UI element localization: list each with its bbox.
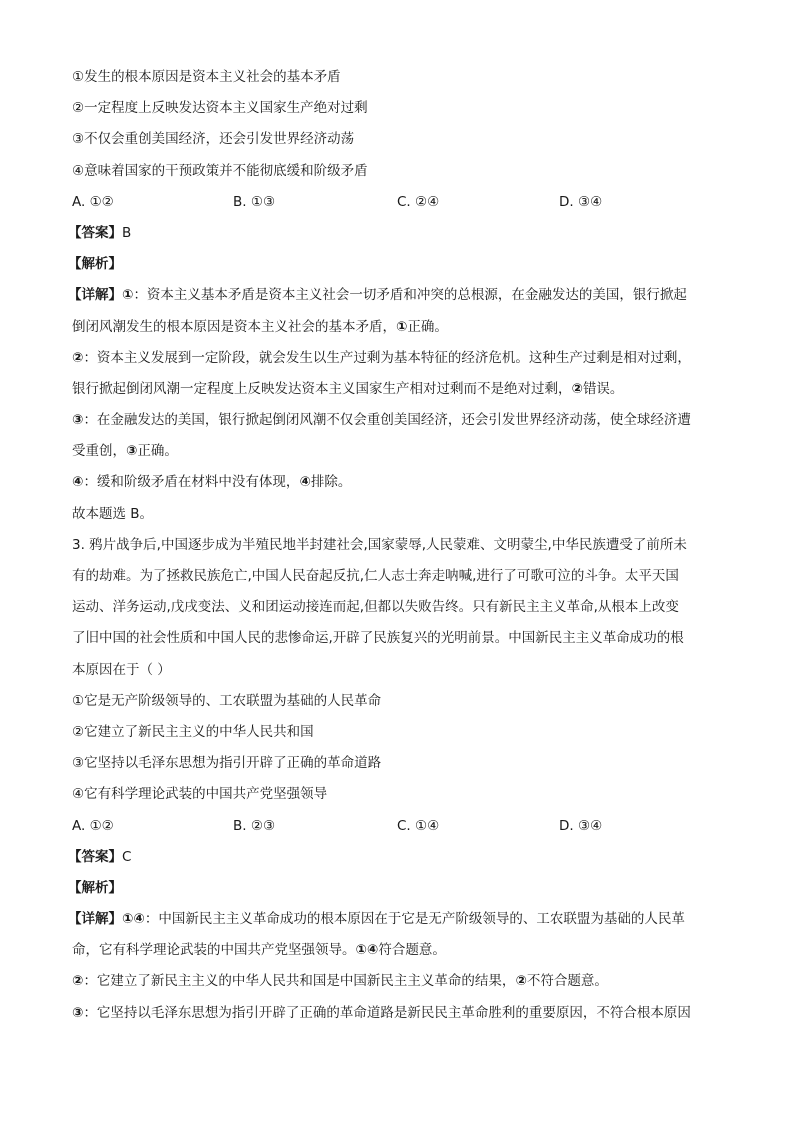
detail-tag: 【详解】 bbox=[68, 911, 122, 928]
q3-stem-line: 了旧中国的社会性质和中国人民的悲惨命运,开辟了民族复兴的光明前景。中国新民主主义革命成功的根 bbox=[72, 630, 684, 647]
q3-statement-2: ②它建立了新民主主义的中华人民共和国 bbox=[72, 723, 314, 740]
detail-mark: ④ bbox=[72, 474, 84, 491]
detail-tail: 正确。 bbox=[137, 443, 178, 460]
detail-tail: 符合题意。 bbox=[378, 942, 446, 959]
detail-text: 银行掀起倒闭风潮一定程度上反映发达资本主义国家生产相对过剩而不是绝对过剩， bbox=[72, 380, 572, 397]
answer-value: C bbox=[122, 848, 132, 865]
q2-option-c: C. ②④ bbox=[397, 193, 440, 210]
detail-tail: 正确。 bbox=[407, 318, 448, 335]
q3-detail-line bbox=[68, 904, 724, 935]
detail-mark: ① bbox=[396, 318, 408, 335]
detail-text: ：它建立了新民主主义的中华人民共和国是中国新民主主义革命的结果， bbox=[83, 973, 516, 990]
detail-mark: ③ bbox=[72, 1004, 84, 1021]
q3-stem-line: 有的劫难。为了拯救民族危亡,中国人民奋起反抗,仁人志士奔走呐喊,进行了可歌可泣的斗争。太平天国 bbox=[72, 568, 679, 584]
answer-value: B bbox=[122, 224, 132, 241]
analysis-tag: 【解析】 bbox=[68, 879, 122, 896]
answer-tag: 【答案】 bbox=[68, 848, 122, 865]
q3-option-d: D. ③④ bbox=[559, 817, 603, 834]
q3-detail-line bbox=[72, 935, 724, 966]
detail-mark: ③ bbox=[72, 412, 84, 429]
detail-mark: ④ bbox=[299, 474, 311, 491]
q2-statement-1: ①发生的根本原因是资本主义社会的基本矛盾 bbox=[72, 69, 341, 85]
detail-mark: ① bbox=[122, 287, 134, 304]
q3-option-c: C. ①④ bbox=[397, 817, 440, 834]
answer-tag: 【答案】 bbox=[68, 224, 122, 241]
q3-options bbox=[72, 811, 724, 842]
detail-text: ：在金融发达的美国，银行掀起倒闭风潮不仅会重创美国经济，还会引发世界经济动荡，使全球经济遭 bbox=[83, 412, 691, 429]
q3-answer bbox=[68, 842, 724, 873]
q2-option-b: B. ①③ bbox=[233, 193, 276, 210]
q3-statement-4: ④它有科学理论武装的中国共产党坚强领导 bbox=[72, 786, 328, 803]
q2-detail-line bbox=[72, 436, 724, 467]
detail-tail: 错误。 bbox=[582, 380, 624, 397]
detail-text: ：它坚持以毛泽东思想为指引开辟了正确的革命道路是新民民主革命胜利的重要原因，不符合根本原因 bbox=[83, 1004, 691, 1021]
detail-tail: 排除。 bbox=[310, 474, 352, 491]
q2-statement-4: ④意味着国家的干预政策并不能彻底缓和阶级矛盾 bbox=[72, 162, 368, 179]
q2-conclusion: 故本题选 B。 bbox=[72, 505, 154, 522]
q3-statement-1: ①它是无产阶级领导的、工农联盟为基础的人民革命 bbox=[72, 692, 382, 709]
detail-text: ：资本主义发展到一定阶段，就会发生以生产过剩为基本特征的经济危机。这种生产过剩是相对过剩， bbox=[83, 349, 691, 366]
q2-answer bbox=[68, 218, 724, 249]
q2-detail-line bbox=[68, 280, 724, 311]
q2-detail-line bbox=[72, 467, 724, 498]
q3-stem-line: 运动、洋务运动,戊戌变法、义和团运动接连而起,但都以失败告终。只有新民主主义革命,从根本上改变 bbox=[72, 599, 679, 616]
detail-tail: 不符合题意。 bbox=[526, 973, 608, 990]
detail-text: 倒闭风潮发生的根本原因是资本主义社会的基本矛盾， bbox=[72, 318, 396, 335]
detail-mark: ③ bbox=[126, 443, 138, 460]
detail-text: ：资本主义基本矛盾是资本主义社会一切矛盾和冲突的总根源，在金融发达的美国，银行掀起 bbox=[133, 287, 687, 304]
q3-option-a: A. ①② bbox=[72, 817, 114, 834]
detail-text: 命，它有科学理论武装的中国共产党坚强领导。 bbox=[72, 942, 356, 959]
q3-option-b: B. ②③ bbox=[233, 817, 276, 834]
detail-tag: 【详解】 bbox=[68, 287, 122, 304]
q2-option-a: A. ①② bbox=[72, 193, 114, 210]
q2-option-d: D. ③④ bbox=[559, 193, 603, 210]
q3-statement-3: ③它坚持以毛泽东思想为指引开辟了正确的革命道路 bbox=[72, 755, 382, 772]
q2-detail-line bbox=[72, 312, 724, 343]
detail-mark: ①④ bbox=[355, 942, 379, 959]
q2-statement-2: ②一定程度上反映发达资本主义国家生产绝对过剩 bbox=[72, 100, 368, 117]
detail-text: ：缓和阶级矛盾在材料中没有体现， bbox=[83, 474, 300, 491]
document-page bbox=[68, 62, 724, 1029]
q3-stem-line: 3. 鸦片战争后,中国逐步成为半殖民地半封建社会,国家蒙辱,人民蒙难、文明蒙尘,中华民族遭受了前所未 bbox=[72, 536, 687, 553]
q3-analysis-heading bbox=[68, 873, 724, 904]
detail-text: 受重创， bbox=[72, 443, 126, 460]
q2-options bbox=[72, 187, 724, 218]
detail-mark: ② bbox=[571, 380, 583, 397]
q2-statement-3: ③不仅会重创美国经济，还会引发世界经济动荡 bbox=[72, 131, 355, 148]
q3-detail-line bbox=[72, 998, 724, 1029]
q2-detail-line bbox=[72, 343, 724, 374]
q2-detail-line bbox=[72, 374, 724, 405]
detail-mark: ①④ bbox=[122, 911, 145, 928]
q2-detail-line bbox=[72, 405, 724, 436]
analysis-tag: 【解析】 bbox=[68, 256, 122, 273]
q3-stem-line: 本原因在于（ ） bbox=[72, 661, 171, 678]
detail-mark: ② bbox=[72, 349, 84, 366]
detail-text: ：中国新民主主义革命成功的根本原因在于它是无产阶级领导的、工农联盟为基础的人民革 bbox=[144, 911, 685, 928]
q3-detail-line bbox=[72, 966, 724, 997]
detail-mark: ② bbox=[515, 973, 527, 990]
detail-mark: ② bbox=[72, 973, 84, 990]
q2-analysis-heading bbox=[68, 249, 724, 280]
